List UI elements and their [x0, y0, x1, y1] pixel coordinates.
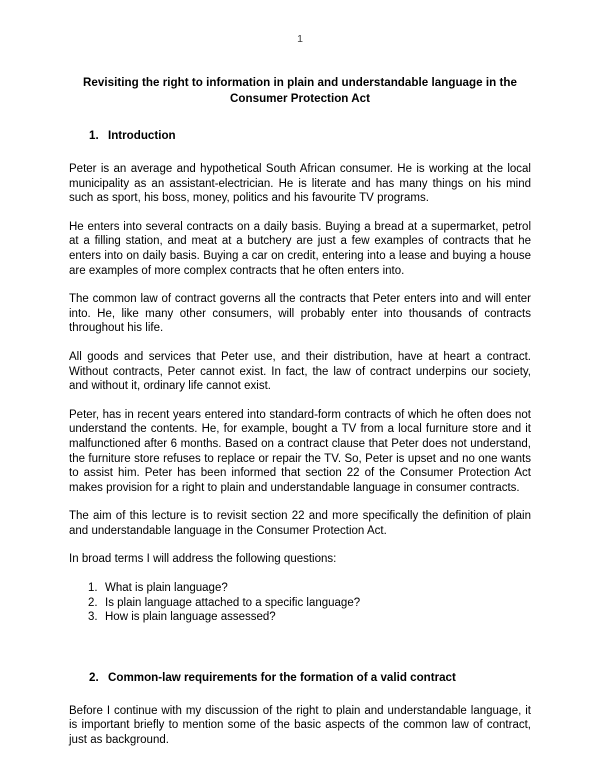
paragraph: The common law of contract governs all the contracts that Peter enters into and will enter into. He, like many other consumers, will probably enter into thousands of contracts throughout his life.: [69, 293, 531, 335]
section-heading-label: Common-law requirements for the formation of a valid contract: [108, 670, 456, 684]
list-item-label: What is plain language?: [105, 582, 228, 595]
section-number: 1.: [89, 129, 99, 142]
list-item: [69, 581, 531, 596]
section-heading-common-law-requirements: [69, 670, 531, 685]
paragraph: Peter, has in recent years entered into standard-form contracts of which he often does not understand the contents. He, for example, bought a TV from a local furniture store and it malfunctioned after 6 months. Based on a contract clause that Peter does not understand, the furniture store refuses to replace or repair the TV. So, Peter is upset and no one wants to assist him. Peter has been informed that section 22 of the Consumer Protection Act makes provision for a right to plain and understandable language in consumer contracts.: [69, 408, 531, 494]
section-heading-label: Introduction: [108, 129, 176, 142]
spacer: [69, 685, 531, 704]
list-item-marker: 2.: [88, 596, 98, 609]
page-number: 1: [297, 33, 303, 45]
section-heading-introduction: [69, 128, 531, 143]
spacer: [69, 538, 531, 552]
questions-list: [69, 581, 531, 625]
spacer: [69, 106, 531, 128]
paragraph: Peter is an average and hypothetical South African consumer. He is working at the local municipality as an assistant-electrician. He is literate and has many things on his mind such as sport, his boss, money, politics and his favourite TV programs.: [69, 163, 531, 205]
document-title-line-1: Revisiting the right to information in plain and understandable language in the: [83, 76, 517, 89]
spacer: [69, 206, 531, 220]
list-item: [69, 596, 531, 611]
spacer: [69, 278, 531, 292]
paragraph: The aim of this lecture is to revisit section 22 and more specifically the definition of plain and understandable language in the Consumer Protection Act.: [69, 510, 531, 537]
spacer: [69, 567, 531, 581]
spacer: [69, 336, 531, 350]
paragraph: In broad terms I will address the following questions:: [69, 553, 337, 566]
section-number: 2.: [89, 670, 99, 684]
document-title-line-2: Consumer Protection Act: [229, 91, 371, 105]
spacer: [69, 394, 531, 408]
list-item-marker: 3.: [88, 611, 98, 624]
document-content: [69, 75, 531, 748]
paragraph: Before I continue with my discussion of the right to plain and understandable language, it is important briefly to mention some of the basic aspects of the common law of contract, just as background.: [69, 704, 531, 747]
spacer: [69, 625, 531, 670]
spacer: [69, 143, 531, 162]
list-item: [69, 610, 531, 625]
list-item-label: Is plain language attached to a specific language?: [105, 596, 361, 609]
document-title: [69, 75, 531, 106]
list-item-label: How is plain language assessed?: [105, 611, 276, 624]
paragraph: All goods and services that Peter use, and their distribution, have at heart a contract. Without contracts, Peter cannot exist. In fact, the law of contract underpins our society, and without it, ordinary life cannot exist.: [69, 350, 531, 393]
list-item-marker: 1.: [88, 582, 98, 595]
spacer: [69, 495, 531, 509]
paragraph: He enters into several contracts on a daily basis. Buying a bread at a supermarket, petrol at a filling station, and meat at a butchery are just a few examples of contracts that he enters into on daily basis. Buying a car on credit, entering into a lease and buying a house are examples of more complex contracts that he often enters into.: [69, 220, 531, 277]
